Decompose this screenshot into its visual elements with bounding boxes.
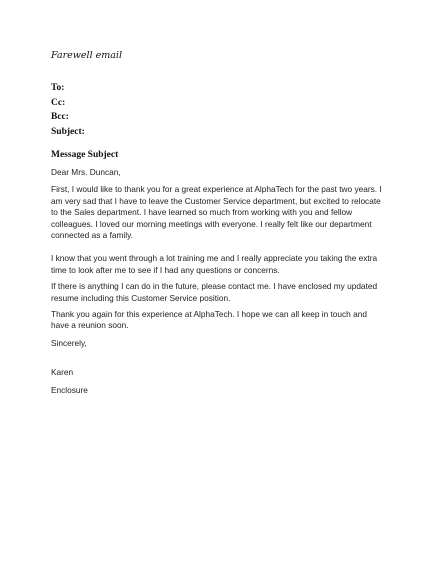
signer-name: Karen xyxy=(51,367,74,378)
paragraph-future: If there is anything I can do in the future, please contact me. I have enclosed my updated resume including this Customer Service position. xyxy=(51,281,378,303)
email-header-fields xyxy=(51,81,85,139)
letter-body xyxy=(51,167,386,396)
to-field-label: To: xyxy=(51,83,65,93)
subject-field-label: Subject: xyxy=(51,126,85,137)
paragraph-training: I know that you went through a lot training me and I really appreciate you taking the extra time to look after me to see if I had any questions or concerns. xyxy=(51,253,378,275)
document-title: Farewell email xyxy=(51,50,122,61)
greeting: Dear Mrs. Duncan, xyxy=(51,167,121,177)
enclosure-note: Enclosure xyxy=(51,384,88,395)
bcc-field-label: Bcc: xyxy=(51,112,69,123)
message-subject-heading: Message Subject xyxy=(51,150,119,160)
paragraph-closing-thanks: Thank you again for this experience at AlphaTech. I hope we can all keep in touch and have a reunion soon. xyxy=(51,309,367,331)
cc-field-label: Cc: xyxy=(51,97,66,108)
closing: Sincerely, xyxy=(51,337,87,348)
paragraph-thanks: First, I would like to thank you for a great experience at AlphaTech for the past two years. I am very sad that I have to leave the Customer Service department, but excited to relocate to the Sales department. I have learned so much from working with you and fellow colleagues. I loved our morning meetings with everyone. I really felt like our department connected as a family. xyxy=(51,184,382,241)
